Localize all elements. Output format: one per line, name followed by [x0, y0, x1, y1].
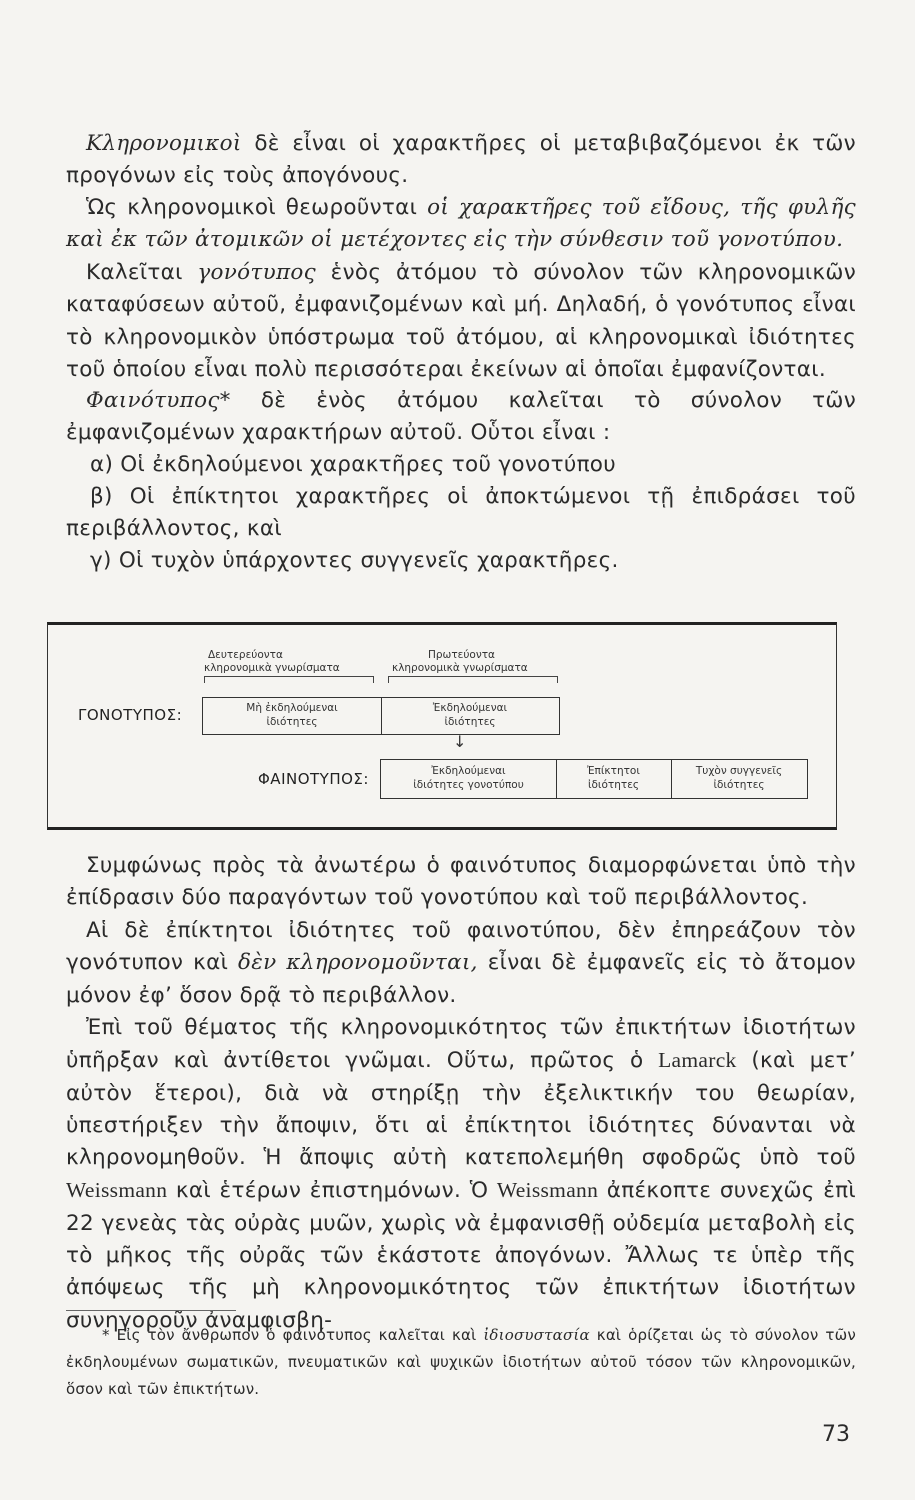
paragraph-text: ἀπέκοπτε συνεχῶς ἐπὶ 22 γενεὰς τὰς οὐρὰς μυῶν, χωρὶς νὰ ἐμφανισθῇ οὐδεμία μεταβολὴ εἰς τὸ μῆκος τῆς οὐρᾶς τῶν ἑκάστοτε ἀπογόνων. Ἄλλως τε ὑπὲρ τῆς ἀπόψεως τῆς μὴ κληρονομικότητος τῶν ἐπικτήτων ἰδιοτήτων συνηγοροῦν ἀναμφισβη-	[66, 1178, 857, 1333]
box-text: Ἐκδηλούμεναι	[431, 765, 506, 777]
paragraph-text: Συμφώνως πρὸς τὰ ἀνωτέρω ὁ φαινότυπος διαμορφώνεται ὑπὸ τὴν ἐπίδρασιν δύο παραγόντων τοῦ γονοτύπου καὶ τοῦ περιβάλλοντος.	[66, 853, 856, 911]
phenotype-congenital	[671, 764, 807, 792]
paragraph-text: δὲ εἶναι οἱ χαρακτῆρες οἱ μεταβιβαζόμενοι ἐκ τῶν προγόνων εἰς τοὺς ἀπογόνους.	[66, 131, 856, 189]
paragraph-lamarck-weissmann	[66, 1012, 856, 1337]
genotype-label: ΓΟΝΟΤΥΠΟΣ:	[78, 706, 183, 724]
box-text: Ἐκδηλούμεναι	[432, 702, 508, 714]
paragraph-text: Αἱ δὲ ἐπίκτητοι ἰδιότητες τοῦ φαινοτύπου, δὲν ἐπηρεάζουν τὸν γονότυπον καὶ	[66, 918, 856, 976]
diagram-head-primary: Πρωτεύοντα	[428, 649, 495, 661]
paragraph-summary	[66, 850, 856, 915]
bracket-secondary	[204, 676, 374, 683]
phenotype-box	[380, 759, 808, 799]
list-item-text: β) Οἱ ἐπίκτητοι χαρακτῆρες οἱ ἀποκτώμενοι τῇ ἐπιδράσει τοῦ περιβάλλοντος, καὶ	[66, 484, 856, 542]
genotype-non-expressed	[203, 701, 381, 729]
footnote	[66, 1322, 856, 1403]
paragraph-genotype	[66, 257, 856, 386]
box-text: ἰδιότητες	[713, 779, 765, 791]
italic-text: οἱ χαρακτῆρες τοῦ εἴδους, τῆς φυλῆς καὶ ἐκ τῶν ἀτομικῶν οἱ μετέχοντες εἰς τὴν σύνθεσιν τοῦ γονοτύπου.	[66, 195, 856, 253]
term-phenotype: Φαινότυπος	[86, 388, 220, 413]
footnote-text: * Εἰς τὸν ἄνθρωπον ὁ φαινότυπος καλεῖται καὶ	[102, 1326, 477, 1344]
term-hereditary: Κληρονομικοὶ	[86, 131, 242, 156]
paragraph-hereditary	[66, 128, 856, 193]
paragraph-text: * δὲ ἑνὸς ἀτόμου καλεῖται τὸ σύνολον τῶν ἐμφανιζομένων χαρακτήρων αὐτοῦ. Οὗτοι εἶναι :	[66, 388, 856, 446]
name-weissmann: Weissmann	[496, 1178, 599, 1203]
footnote-rule	[66, 1310, 236, 1311]
paragraph-hereditary-examples	[66, 192, 856, 257]
phenotype-acquired	[556, 764, 671, 792]
box-text: Τυχὸν συγγενεῖς	[695, 765, 783, 777]
name-lamarck: Lamarck	[658, 1048, 737, 1073]
paragraph-phenotype	[66, 385, 856, 450]
box-text: Μὴ ἐκδηλούμεναι	[246, 702, 338, 714]
box-text: Ἐπίκτητοι	[587, 765, 640, 777]
page-number: 73	[822, 1422, 850, 1447]
down-arrow-icon: ↓	[453, 732, 467, 751]
paragraph-text: Ὡς κληρονομικοὶ θεωροῦνται	[86, 195, 418, 220]
paragraph-text: καὶ ἑτέρων ἐπιστημόνων. Ὁ	[175, 1178, 489, 1204]
paragraph-acquired	[66, 915, 856, 1012]
list-item-c: γ) Οἱ τυχὸν ὑπάρχοντες συγγενεῖς χαρακτῆρες.	[90, 548, 619, 573]
italic-text: ἰδιοσυστασία	[483, 1326, 590, 1344]
box-text: ἰδιότητες	[587, 779, 640, 791]
box-text: ἰδιότητες	[444, 716, 496, 728]
paragraph-text: ἑνὸς ἀτόμου τὸ σύνολον τῶν κληρονομικῶν καταφύσεων αὐτοῦ, ἐμφανιζομένων καὶ μή. Δηλαδή, ὁ γονότυπος εἶναι τὸ κληρονομικὸν ὑπόστρωμα τοῦ ἀτόμου, αἱ κληρονομικαὶ ἰδιότητες τοῦ ὁποίου εἶναι πολὺ περισσότεραι ἐκείνων αἱ ὁποῖαι ἐμφανίζονται.	[66, 260, 856, 382]
paragraph-text: εἶναι δὲ ἐμφανεῖς εἰς τὸ ἄτομον μόνον ἐφ’ ὅσον δρᾷ τὸ περιβάλλον.	[66, 950, 856, 1008]
diagram-head-secondary-sub: κληρονομικὰ γνωρίσματα	[204, 662, 340, 674]
genotype-phenotype-diagram	[47, 622, 837, 830]
paragraph-text: Καλεῖται	[86, 260, 183, 285]
genotype-box	[202, 697, 560, 735]
bracket-primary	[388, 676, 558, 683]
list-item-b	[66, 481, 856, 546]
paragraph-text: Ἐπὶ τοῦ θέματος τῆς κληρονομικότητος τῶν ἐπικτήτων ἰδιοτήτων ὑπῆρξαν καὶ ἀντίθετοι γνῶμαι. Οὕτω, πρῶτος ὁ	[66, 1015, 856, 1074]
footnote-text: καὶ ὁρίζεται ὡς τὸ σύνολον τῶν ἐκδηλουμένων σωματικῶν, πνευματικῶν καὶ ψυχικῶν ἰδιοτήτων αὐτοῦ τόσον τῶν κληρονομικῶν, ὅσον καὶ τῶν ἐπικτήτων.	[66, 1326, 857, 1398]
phenotype-label: ΦΑΙΝΟΤΥΠΟΣ:	[258, 770, 369, 788]
list-item-a: α) Οἱ ἐκδηλούμενοι χαρακτῆρες τοῦ γονοτύπου	[90, 452, 617, 477]
box-text: ἰδιότητες γονοτύπου	[413, 779, 524, 791]
name-weissmann: Weissmann	[66, 1178, 168, 1203]
diagram-head-primary-sub: κληρονομικὰ γνωρίσματα	[392, 662, 528, 674]
diagram-head-secondary: Δευτερεύοντα	[208, 649, 283, 661]
paragraph-text: (καὶ μετ’ αὐτὸν ἕτεροι), διὰ νὰ στηρίξῃ τὴν ἐξελικτικήν του θεωρίαν, ὑπεστήριξεν τὴν ἄποψιν, ὅτι αἱ ἐπίκτητοι ἰδιότητες δύνανται νὰ κληρονομηθοῦν. Ἡ ἄποψις αὐτὴ κατεπολεμήθη σφοδρῶς ὑπὸ τοῦ	[66, 1048, 856, 1171]
genotype-expressed	[381, 701, 559, 729]
italic-text: δὲν κληρονομοῦνται,	[238, 950, 478, 976]
term-genotype: γονότυπος	[197, 260, 316, 285]
phenotype-expressed	[381, 764, 556, 792]
box-text: ἰδιότητες	[266, 716, 318, 728]
